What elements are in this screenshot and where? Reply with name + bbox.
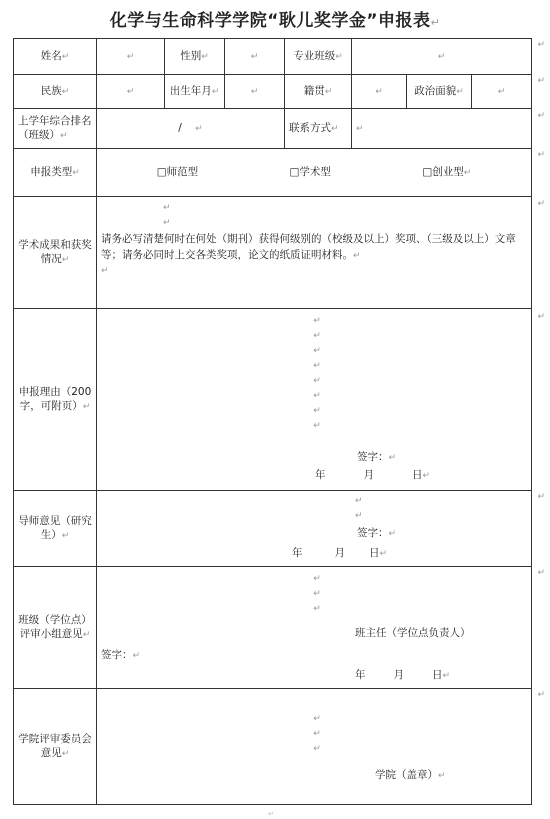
page-end-mark: ↵	[268, 810, 274, 818]
achievements-label: 学术成果和获奖情况↵	[14, 197, 97, 309]
gender-value[interactable]: ↵	[225, 39, 285, 75]
row-end-mark: ↵	[537, 111, 545, 121]
major-class-value[interactable]: ↵	[352, 39, 532, 75]
name-value[interactable]: ↵	[97, 39, 165, 75]
type-option-academic[interactable]: □学术型	[289, 166, 331, 178]
class-review-content[interactable]: ↵ ↵ ↵ 班主任（学位点负责人） 签字：↵ 年 月 日↵	[97, 567, 532, 689]
college-review-label: 学院评审委员会意见↵	[14, 689, 97, 805]
birth-label: 出生年月↵	[165, 75, 225, 109]
origin-value[interactable]: ↵	[352, 75, 407, 109]
class-review-label: 班级（学位点）评审小组意见↵	[14, 567, 97, 689]
advisor-label: 导师意见（研究生）↵	[14, 491, 97, 567]
form-title: 化学与生命科学学院“耿儿奖学金”申报表↵	[109, 11, 441, 31]
major-class-label: 专业班级↵	[285, 39, 352, 75]
application-form-table	[13, 38, 532, 805]
type-option-startup[interactable]: □创业型↵	[422, 166, 472, 178]
achievements-content[interactable]: ↵ ↵ 请务必写清楚何时在何处（期刊）获得何级别的（校级及以上）奖项、（三级及以上）文章等；请务必同时上交各类奖项，论文的纸质证明材料。↵ ↵	[97, 197, 532, 309]
political-value[interactable]: ↵	[472, 75, 532, 109]
row-end-mark: ↵	[537, 76, 545, 86]
ethnicity-label: 民族↵	[14, 75, 97, 109]
type-options	[97, 149, 532, 197]
class-head-label: 班主任（学位点负责人）	[355, 626, 471, 639]
row-end-mark: ↵	[537, 690, 545, 700]
type-option-teacher[interactable]: □师范型	[156, 166, 199, 178]
class-review-date: 年 月 日↵	[355, 668, 451, 681]
name-label: 姓名↵	[14, 39, 97, 75]
political-label: 政治面貌↵	[407, 75, 472, 109]
row-end-mark: ↵	[537, 40, 545, 50]
rank-value[interactable]: / ↵	[97, 109, 285, 149]
achievements-instructions: 请务必写清楚何时在何处（期刊）获得何级别的（校级及以上）奖项、（三级及以上）文章等；请务必同时上交各类奖项，论文的纸质证明材料。↵	[101, 233, 516, 261]
rank-label: 上学年综合排名（班级）↵	[14, 109, 97, 149]
contact-label: 联系方式↵	[285, 109, 352, 149]
row-end-mark: ↵	[537, 150, 545, 160]
birth-value[interactable]: ↵	[225, 75, 285, 109]
advisor-signature: 签字：↵	[357, 526, 397, 539]
row-end-mark: ↵	[537, 568, 545, 578]
college-review-content[interactable]: ↵ ↵ ↵ 学院（盖章）↵	[97, 689, 532, 805]
reason-date: 年 月 日↵	[315, 468, 431, 481]
row-end-mark: ↵	[537, 199, 545, 209]
type-label: 申报类型↵	[14, 149, 97, 197]
gender-label: 性别↵	[165, 39, 225, 75]
class-review-signature: 签字：↵	[101, 648, 141, 661]
advisor-content[interactable]: ↵ ↵ 签字：↵ 年 月 日↵	[97, 491, 532, 567]
reason-signature: 签字：↵	[357, 450, 397, 463]
origin-label: 籍贯↵	[285, 75, 352, 109]
reason-content[interactable]: ↵ ↵ ↵ ↵ ↵ ↵ ↵ ↵ 签字：↵ 年 月 日↵	[97, 309, 532, 491]
ethnicity-value[interactable]: ↵	[97, 75, 165, 109]
advisor-date: 年 月 日↵	[292, 546, 388, 559]
college-seal: 学院（盖章）↵	[375, 768, 446, 781]
reason-label: 申报理由（200字，可附页）↵	[14, 309, 97, 491]
row-end-mark: ↵	[537, 492, 545, 502]
row-end-mark: ↵	[537, 312, 545, 322]
contact-value[interactable]: ↵	[352, 109, 532, 149]
